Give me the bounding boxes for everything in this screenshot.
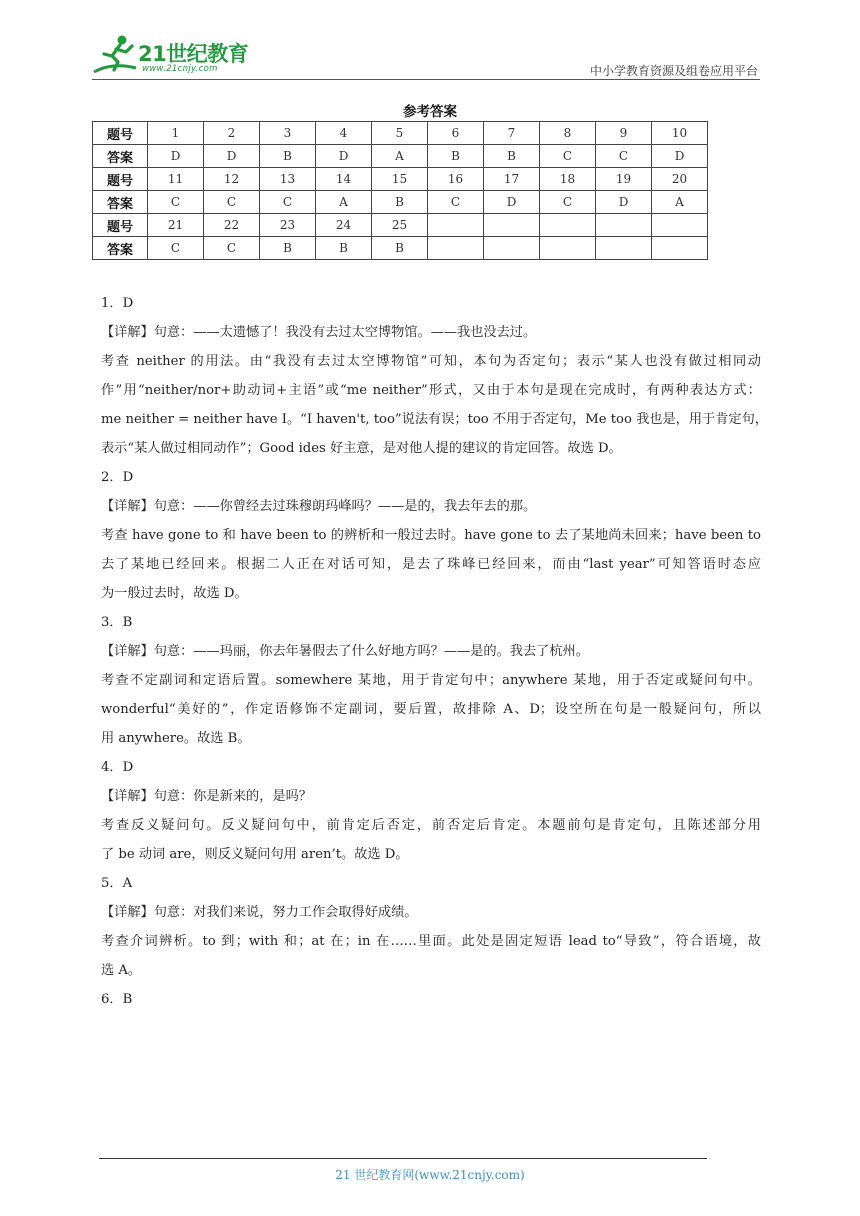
table-cell: D [484, 191, 540, 214]
row-label: 答案 [93, 237, 148, 260]
table-row [93, 122, 708, 145]
table-cell: 24 [316, 214, 372, 237]
table-cell [484, 214, 540, 237]
explanation-line: 为一般过去时，故选 D。 [101, 586, 248, 601]
table-cell [484, 237, 540, 260]
page-header [92, 30, 760, 80]
explanation-line: 【详解】句意：——玛丽，你去年暑假去了什么好地方吗？——是的。我去了杭州。 [101, 644, 589, 659]
table-cell: 19 [596, 168, 652, 191]
table-cell: D [652, 145, 708, 168]
table-row [93, 168, 708, 191]
table-cell: 22 [204, 214, 260, 237]
table-cell: B [484, 145, 540, 168]
table-cell: 12 [204, 168, 260, 191]
table-cell: C [204, 237, 260, 260]
row-label: 题号 [93, 214, 148, 237]
table-cell: 16 [428, 168, 484, 191]
table-cell [540, 214, 596, 237]
explanation-line: 【详解】句意：——你曾经去过珠穆朗玛峰吗？——是的，我去年去的那。 [101, 499, 537, 514]
table-cell [428, 214, 484, 237]
table-cell [652, 214, 708, 237]
table-row [93, 145, 708, 168]
table-cell: 9 [596, 122, 652, 145]
row-label: 答案 [93, 145, 148, 168]
explanation-line: 5．A [101, 876, 133, 891]
table-cell: D [596, 191, 652, 214]
table-cell: C [540, 145, 596, 168]
table-cell: 14 [316, 168, 372, 191]
table-cell: 25 [372, 214, 428, 237]
table-cell [540, 237, 596, 260]
logo-text: 21世纪教育 [138, 42, 249, 66]
explanation-line: 6．B [101, 992, 133, 1007]
table-cell: 17 [484, 168, 540, 191]
table-cell: 10 [652, 122, 708, 145]
table-cell [652, 237, 708, 260]
table-cell: 13 [260, 168, 316, 191]
logo-url: www.21cnjy.com [142, 64, 218, 74]
explanation-line: me neither = neither have I。“I haven't, too”说法有误；too 不用于否定句，Me too 我也是，用于肯定句， [101, 412, 768, 427]
table-cell: 5 [372, 122, 428, 145]
explanation-line: wonderful“美好的”，作定语修饰不定副词，要后置，故排除 A、D；设空所在句是一般疑问句，所以 [101, 702, 761, 717]
explanation-line: 表示“某人做过相同动作”；Good ides 好主意，是对他人提的建议的肯定回答。故选 D。 [101, 441, 622, 456]
row-label: 答案 [93, 191, 148, 214]
table-cell: B [316, 237, 372, 260]
table-cell: B [372, 237, 428, 260]
answer-table [92, 121, 708, 260]
site-logo [92, 32, 262, 78]
table-cell: 20 [652, 168, 708, 191]
explanation-line: 考查 have gone to 和 have been to 的辨析和一般过去时。have gone to 去了某地尚未回来；have been to [101, 528, 761, 543]
table-cell: C [428, 191, 484, 214]
table-cell: B [372, 191, 428, 214]
table-cell: 7 [484, 122, 540, 145]
explanation-line: 3．B [101, 615, 133, 630]
row-label: 题号 [93, 122, 148, 145]
page-title: 参考答案 [403, 104, 457, 120]
explanation-line: 【详解】句意：你是新来的，是吗？ [101, 789, 312, 804]
table-cell: 1 [148, 122, 204, 145]
explanation-line: 考查 neither 的用法。由“我没有去过太空博物馆”可知，本句为否定句；表示“某人也没有做过相同动 [101, 354, 761, 369]
table-cell: B [260, 145, 316, 168]
explanation-line: 4．D [101, 760, 134, 775]
table-cell: B [260, 237, 316, 260]
table-cell: 15 [372, 168, 428, 191]
table-cell: C [148, 191, 204, 214]
explanation-line: 2．D [101, 470, 134, 485]
table-cell: C [540, 191, 596, 214]
table-cell [596, 214, 652, 237]
table-cell: D [148, 145, 204, 168]
table-cell: 3 [260, 122, 316, 145]
table-cell: 4 [316, 122, 372, 145]
table-cell: C [148, 237, 204, 260]
explanation-line: 考查反义疑问句。反义疑问句中，前肯定后否定，前否定后肯定。本题前句是肯定句，且陈述部分用 [101, 818, 761, 833]
table-cell: C [260, 191, 316, 214]
table-cell: 23 [260, 214, 316, 237]
explanation-line: 考查介词辨析。to 到；with 和；at 在；in 在……里面。此处是固定短语 lead to“导致”，符合语境，故 [101, 934, 761, 949]
table-cell: 11 [148, 168, 204, 191]
table-cell: D [204, 145, 260, 168]
explanation-line: 1．D [101, 296, 134, 311]
header-divider [92, 79, 760, 80]
explanation-line: 了 be 动词 are，则反义疑问句用 aren’t。故选 D。 [101, 847, 409, 862]
table-cell: B [428, 145, 484, 168]
explanation-line: 去了某地已经回来。根据二人正在对话可知，是去了珠峰已经回来，而由“last year”可知答语时态应 [101, 557, 761, 572]
explanations [101, 289, 768, 1014]
table-cell: C [204, 191, 260, 214]
table-cell: C [596, 145, 652, 168]
table-cell [596, 237, 652, 260]
explanation-line: 【详解】句意：对我们来说，努力工作会取得好成绩。 [101, 905, 418, 920]
explanation-line: 【详解】句意：——太遗憾了！我没有去过太空博物馆。——我也没去过。 [101, 325, 537, 340]
table-cell: 8 [540, 122, 596, 145]
table-row [93, 191, 708, 214]
table-cell: A [372, 145, 428, 168]
table-row [93, 214, 708, 237]
footer-divider [99, 1158, 707, 1159]
table-cell: A [316, 191, 372, 214]
explanation-line: 选 A。 [101, 963, 142, 978]
row-label: 题号 [93, 168, 148, 191]
table-cell: 2 [204, 122, 260, 145]
explanation-line: 作”用“neither/nor+助动词+主语”或“me neither”形式，又由于本句是现在完成时，有两种表达方式： [101, 383, 761, 398]
runner-logo-icon [92, 32, 140, 78]
table-cell [428, 237, 484, 260]
table-cell: 21 [148, 214, 204, 237]
header-tagline: 中小学教育资源及组卷应用平台 [589, 64, 758, 78]
table-cell: 18 [540, 168, 596, 191]
table-cell: D [316, 145, 372, 168]
footer-link[interactable]: 21 世纪教育网(www.21cnjy.com) [335, 1168, 525, 1182]
explanation-line: 考查不定副词和定语后置。somewhere 某地，用于肯定句中；anywhere 某地，用于否定或疑问句中。 [101, 673, 761, 688]
explanation-line: 用 anywhere。故选 B。 [101, 731, 251, 746]
table-cell: A [652, 191, 708, 214]
table-cell: 6 [428, 122, 484, 145]
table-row [93, 237, 708, 260]
